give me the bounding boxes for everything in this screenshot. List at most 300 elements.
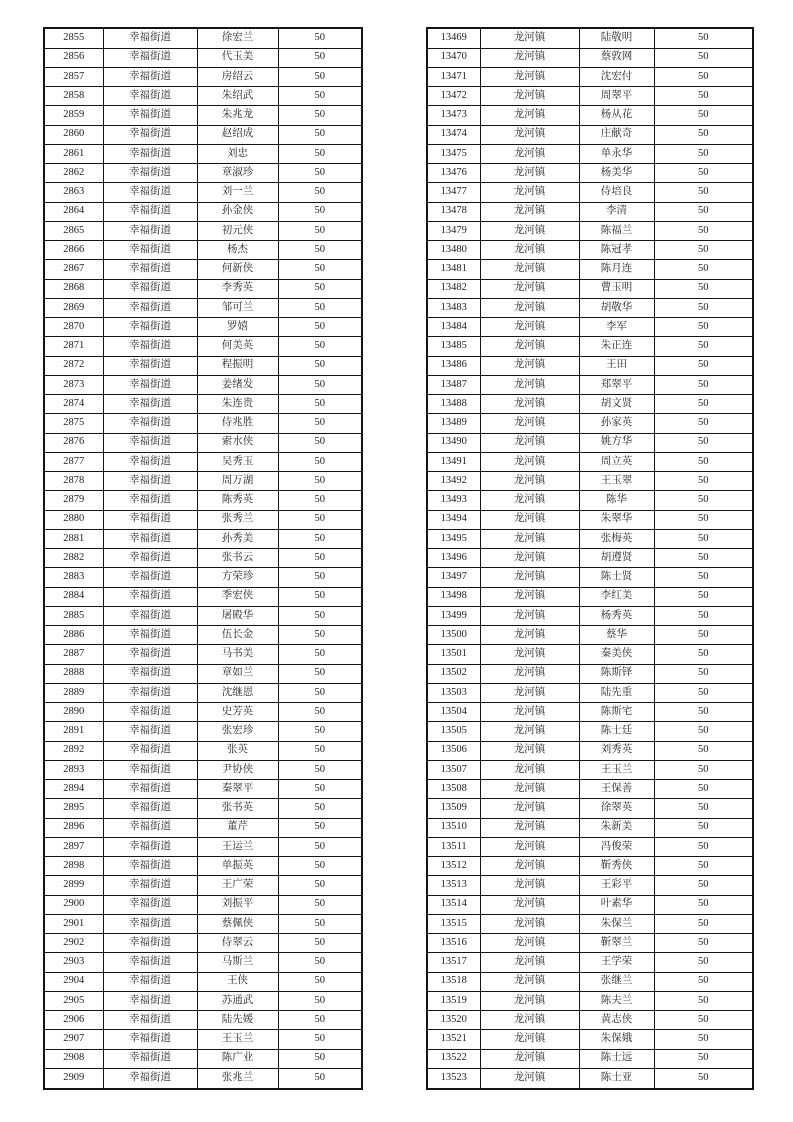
name-cell: 朱新美 bbox=[579, 818, 654, 837]
region-cell: 幸福街道 bbox=[103, 549, 197, 568]
name-cell: 章如兰 bbox=[197, 664, 278, 683]
id-cell: 13471 bbox=[427, 67, 480, 86]
name-cell: 胡遵贤 bbox=[579, 549, 654, 568]
region-cell: 龙河镇 bbox=[480, 221, 579, 240]
name-cell: 马书美 bbox=[197, 645, 278, 664]
value-cell: 50 bbox=[278, 895, 362, 914]
value-cell: 50 bbox=[654, 549, 753, 568]
table-row bbox=[44, 414, 362, 433]
table-row bbox=[427, 703, 753, 722]
table-row bbox=[44, 780, 362, 799]
value-cell: 50 bbox=[654, 414, 753, 433]
region-cell: 龙河镇 bbox=[480, 375, 579, 394]
value-cell: 50 bbox=[278, 298, 362, 317]
value-cell: 50 bbox=[278, 664, 362, 683]
id-cell: 13492 bbox=[427, 472, 480, 491]
table-row bbox=[427, 876, 753, 895]
id-cell: 2900 bbox=[44, 895, 103, 914]
value-cell: 50 bbox=[278, 144, 362, 163]
region-cell: 龙河镇 bbox=[480, 703, 579, 722]
id-cell: 13518 bbox=[427, 972, 480, 991]
value-cell: 50 bbox=[654, 491, 753, 510]
region-cell: 幸福街道 bbox=[103, 279, 197, 298]
id-cell: 13481 bbox=[427, 260, 480, 279]
id-cell: 13470 bbox=[427, 48, 480, 67]
value-cell: 50 bbox=[654, 799, 753, 818]
value-cell: 50 bbox=[278, 164, 362, 183]
id-cell: 13493 bbox=[427, 491, 480, 510]
value-cell: 50 bbox=[654, 395, 753, 414]
table-row bbox=[427, 48, 753, 67]
region-cell: 龙河镇 bbox=[480, 87, 579, 106]
value-cell: 50 bbox=[278, 241, 362, 260]
table-row bbox=[44, 48, 362, 67]
id-cell: 2880 bbox=[44, 510, 103, 529]
roster-table-left-body bbox=[44, 28, 362, 1089]
region-cell: 龙河镇 bbox=[480, 67, 579, 86]
name-cell: 李秀英 bbox=[197, 279, 278, 298]
name-cell: 秦美侠 bbox=[579, 645, 654, 664]
table-row bbox=[44, 972, 362, 991]
value-cell: 50 bbox=[654, 241, 753, 260]
region-cell: 龙河镇 bbox=[480, 510, 579, 529]
value-cell: 50 bbox=[278, 818, 362, 837]
name-cell: 曹玉明 bbox=[579, 279, 654, 298]
table-row bbox=[427, 799, 753, 818]
table-row bbox=[44, 472, 362, 491]
value-cell: 50 bbox=[278, 606, 362, 625]
table-row bbox=[44, 606, 362, 625]
id-cell: 13522 bbox=[427, 1049, 480, 1068]
table-row bbox=[44, 87, 362, 106]
name-cell: 靳秀侠 bbox=[579, 857, 654, 876]
region-cell: 幸福街道 bbox=[103, 780, 197, 799]
id-cell: 2855 bbox=[44, 28, 103, 48]
id-cell: 2882 bbox=[44, 549, 103, 568]
table-row bbox=[427, 895, 753, 914]
region-cell: 龙河镇 bbox=[480, 1030, 579, 1049]
region-cell: 幸福街道 bbox=[103, 144, 197, 163]
table-row bbox=[427, 67, 753, 86]
id-cell: 13521 bbox=[427, 1030, 480, 1049]
name-cell: 庄献奇 bbox=[579, 125, 654, 144]
value-cell: 50 bbox=[278, 202, 362, 221]
table-row bbox=[44, 760, 362, 779]
id-cell: 2883 bbox=[44, 568, 103, 587]
id-cell: 13495 bbox=[427, 529, 480, 548]
name-cell: 朱保兰 bbox=[579, 914, 654, 933]
region-cell: 龙河镇 bbox=[480, 799, 579, 818]
region-cell: 幸福街道 bbox=[103, 799, 197, 818]
name-cell: 刘振平 bbox=[197, 895, 278, 914]
table-row bbox=[44, 356, 362, 375]
id-cell: 2856 bbox=[44, 48, 103, 67]
id-cell: 13517 bbox=[427, 953, 480, 972]
region-cell: 幸福街道 bbox=[103, 1068, 197, 1089]
name-cell: 初元侠 bbox=[197, 221, 278, 240]
id-cell: 2905 bbox=[44, 991, 103, 1010]
table-row bbox=[427, 298, 753, 317]
id-cell: 13483 bbox=[427, 298, 480, 317]
region-cell: 幸福街道 bbox=[103, 876, 197, 895]
value-cell: 50 bbox=[278, 395, 362, 414]
value-cell: 50 bbox=[278, 1068, 362, 1089]
name-cell: 蔡佩侠 bbox=[197, 914, 278, 933]
region-cell: 龙河镇 bbox=[480, 1068, 579, 1089]
id-cell: 13516 bbox=[427, 934, 480, 953]
region-cell: 龙河镇 bbox=[480, 549, 579, 568]
table-row bbox=[44, 183, 362, 202]
id-cell: 13474 bbox=[427, 125, 480, 144]
table-row bbox=[44, 876, 362, 895]
name-cell: 方荣珍 bbox=[197, 568, 278, 587]
region-cell: 幸福街道 bbox=[103, 587, 197, 606]
id-cell: 2886 bbox=[44, 626, 103, 645]
table-row bbox=[427, 87, 753, 106]
value-cell: 50 bbox=[654, 125, 753, 144]
table-row bbox=[427, 202, 753, 221]
table-row bbox=[427, 510, 753, 529]
name-cell: 王学荣 bbox=[579, 953, 654, 972]
id-cell: 2879 bbox=[44, 491, 103, 510]
name-cell: 何新侠 bbox=[197, 260, 278, 279]
id-cell: 2908 bbox=[44, 1049, 103, 1068]
id-cell: 2894 bbox=[44, 780, 103, 799]
region-cell: 幸福街道 bbox=[103, 356, 197, 375]
id-cell: 13507 bbox=[427, 760, 480, 779]
name-cell: 房绍云 bbox=[197, 67, 278, 86]
table-row bbox=[44, 279, 362, 298]
value-cell: 50 bbox=[278, 587, 362, 606]
name-cell: 陈秀英 bbox=[197, 491, 278, 510]
table-row bbox=[44, 645, 362, 664]
region-cell: 幸福街道 bbox=[103, 106, 197, 125]
region-cell: 龙河镇 bbox=[480, 914, 579, 933]
value-cell: 50 bbox=[278, 356, 362, 375]
value-cell: 50 bbox=[654, 164, 753, 183]
table-row bbox=[44, 1068, 362, 1089]
table-row bbox=[44, 741, 362, 760]
value-cell: 50 bbox=[278, 491, 362, 510]
value-cell: 50 bbox=[654, 472, 753, 491]
id-cell: 13512 bbox=[427, 857, 480, 876]
name-cell: 徐宏兰 bbox=[197, 28, 278, 48]
region-cell: 龙河镇 bbox=[480, 260, 579, 279]
id-cell: 2888 bbox=[44, 664, 103, 683]
name-cell: 季宏侠 bbox=[197, 587, 278, 606]
id-cell: 13503 bbox=[427, 683, 480, 702]
name-cell: 陈月连 bbox=[579, 260, 654, 279]
name-cell: 郑翠平 bbox=[579, 375, 654, 394]
name-cell: 张梅英 bbox=[579, 529, 654, 548]
value-cell: 50 bbox=[654, 1068, 753, 1089]
table-row bbox=[427, 279, 753, 298]
table-row bbox=[44, 683, 362, 702]
value-cell: 50 bbox=[654, 1030, 753, 1049]
name-cell: 朱翠华 bbox=[579, 510, 654, 529]
id-cell: 13494 bbox=[427, 510, 480, 529]
value-cell: 50 bbox=[278, 48, 362, 67]
table-row bbox=[44, 260, 362, 279]
name-cell: 张兆兰 bbox=[197, 1068, 278, 1089]
value-cell: 50 bbox=[654, 857, 753, 876]
name-cell: 李红美 bbox=[579, 587, 654, 606]
id-cell: 13505 bbox=[427, 722, 480, 741]
table-row bbox=[44, 837, 362, 856]
name-cell: 陆敬明 bbox=[579, 28, 654, 48]
name-cell: 冯俊荣 bbox=[579, 837, 654, 856]
table-row bbox=[44, 857, 362, 876]
id-cell: 13476 bbox=[427, 164, 480, 183]
table-row bbox=[44, 337, 362, 356]
value-cell: 50 bbox=[654, 606, 753, 625]
value-cell: 50 bbox=[654, 934, 753, 953]
id-cell: 2901 bbox=[44, 914, 103, 933]
id-cell: 2868 bbox=[44, 279, 103, 298]
id-cell: 2885 bbox=[44, 606, 103, 625]
region-cell: 龙河镇 bbox=[480, 472, 579, 491]
table-row bbox=[427, 356, 753, 375]
id-cell: 2896 bbox=[44, 818, 103, 837]
id-cell: 2876 bbox=[44, 433, 103, 452]
id-cell: 2870 bbox=[44, 318, 103, 337]
table-row bbox=[427, 260, 753, 279]
table-row bbox=[427, 1068, 753, 1089]
name-cell: 吴秀玉 bbox=[197, 452, 278, 471]
region-cell: 幸福街道 bbox=[103, 818, 197, 837]
value-cell: 50 bbox=[278, 683, 362, 702]
region-cell: 幸福街道 bbox=[103, 914, 197, 933]
name-cell: 胡文贤 bbox=[579, 395, 654, 414]
region-cell: 龙河镇 bbox=[480, 934, 579, 953]
name-cell: 苏通武 bbox=[197, 991, 278, 1010]
region-cell: 幸福街道 bbox=[103, 722, 197, 741]
table-row bbox=[44, 164, 362, 183]
region-cell: 龙河镇 bbox=[480, 1011, 579, 1030]
name-cell: 孙秀美 bbox=[197, 529, 278, 548]
region-cell: 幸福街道 bbox=[103, 760, 197, 779]
region-cell: 龙河镇 bbox=[480, 780, 579, 799]
value-cell: 50 bbox=[654, 741, 753, 760]
name-cell: 姜绪发 bbox=[197, 375, 278, 394]
table-row bbox=[427, 375, 753, 394]
id-cell: 13501 bbox=[427, 645, 480, 664]
table-row bbox=[427, 1011, 753, 1030]
name-cell: 刘秀英 bbox=[579, 741, 654, 760]
roster-table-left bbox=[43, 27, 363, 1090]
name-cell: 朱正连 bbox=[579, 337, 654, 356]
region-cell: 龙河镇 bbox=[480, 48, 579, 67]
region-cell: 龙河镇 bbox=[480, 683, 579, 702]
region-cell: 龙河镇 bbox=[480, 606, 579, 625]
table-row bbox=[44, 991, 362, 1010]
region-cell: 龙河镇 bbox=[480, 125, 579, 144]
region-cell: 幸福街道 bbox=[103, 202, 197, 221]
region-cell: 幸福街道 bbox=[103, 529, 197, 548]
id-cell: 2865 bbox=[44, 221, 103, 240]
value-cell: 50 bbox=[278, 760, 362, 779]
name-cell: 朱兆龙 bbox=[197, 106, 278, 125]
value-cell: 50 bbox=[654, 279, 753, 298]
name-cell: 程振明 bbox=[197, 356, 278, 375]
value-cell: 50 bbox=[654, 318, 753, 337]
table-row bbox=[44, 626, 362, 645]
table-row bbox=[427, 972, 753, 991]
region-cell: 幸福街道 bbox=[103, 510, 197, 529]
name-cell: 王田 bbox=[579, 356, 654, 375]
id-cell: 13489 bbox=[427, 414, 480, 433]
table-row bbox=[44, 491, 362, 510]
id-cell: 13482 bbox=[427, 279, 480, 298]
table-row bbox=[427, 760, 753, 779]
value-cell: 50 bbox=[278, 87, 362, 106]
region-cell: 龙河镇 bbox=[480, 183, 579, 202]
table-row bbox=[427, 125, 753, 144]
region-cell: 幸福街道 bbox=[103, 125, 197, 144]
region-cell: 龙河镇 bbox=[480, 626, 579, 645]
name-cell: 孙家英 bbox=[579, 414, 654, 433]
region-cell: 龙河镇 bbox=[480, 144, 579, 163]
value-cell: 50 bbox=[654, 337, 753, 356]
value-cell: 50 bbox=[278, 183, 362, 202]
name-cell: 叶素华 bbox=[579, 895, 654, 914]
name-cell: 陈士贤 bbox=[579, 568, 654, 587]
value-cell: 50 bbox=[278, 472, 362, 491]
id-cell: 2890 bbox=[44, 703, 103, 722]
name-cell: 邹可兰 bbox=[197, 298, 278, 317]
name-cell: 沈继恩 bbox=[197, 683, 278, 702]
value-cell: 50 bbox=[654, 683, 753, 702]
value-cell: 50 bbox=[654, 433, 753, 452]
region-cell: 幸福街道 bbox=[103, 375, 197, 394]
id-cell: 2902 bbox=[44, 934, 103, 953]
value-cell: 50 bbox=[278, 568, 362, 587]
table-row bbox=[44, 818, 362, 837]
id-cell: 13502 bbox=[427, 664, 480, 683]
name-cell: 王玉兰 bbox=[579, 760, 654, 779]
value-cell: 50 bbox=[278, 260, 362, 279]
region-cell: 龙河镇 bbox=[480, 241, 579, 260]
table-row bbox=[427, 241, 753, 260]
region-cell: 幸福街道 bbox=[103, 895, 197, 914]
value-cell: 50 bbox=[278, 318, 362, 337]
region-cell: 龙河镇 bbox=[480, 760, 579, 779]
name-cell: 杨美华 bbox=[579, 164, 654, 183]
id-cell: 13491 bbox=[427, 452, 480, 471]
region-cell: 龙河镇 bbox=[480, 491, 579, 510]
name-cell: 伍长金 bbox=[197, 626, 278, 645]
table-row bbox=[427, 914, 753, 933]
region-cell: 龙河镇 bbox=[480, 741, 579, 760]
table-row bbox=[427, 818, 753, 837]
name-cell: 陈冠孝 bbox=[579, 241, 654, 260]
region-cell: 幸福街道 bbox=[103, 645, 197, 664]
table-row bbox=[44, 722, 362, 741]
id-cell: 2872 bbox=[44, 356, 103, 375]
region-cell: 幸福街道 bbox=[103, 241, 197, 260]
id-cell: 2892 bbox=[44, 741, 103, 760]
value-cell: 50 bbox=[278, 529, 362, 548]
id-cell: 2893 bbox=[44, 760, 103, 779]
id-cell: 13510 bbox=[427, 818, 480, 837]
region-cell: 龙河镇 bbox=[480, 395, 579, 414]
table-row bbox=[44, 914, 362, 933]
value-cell: 50 bbox=[278, 703, 362, 722]
table-row bbox=[427, 1030, 753, 1049]
value-cell: 50 bbox=[278, 626, 362, 645]
name-cell: 朱连贵 bbox=[197, 395, 278, 414]
value-cell: 50 bbox=[654, 818, 753, 837]
name-cell: 陆先媛 bbox=[197, 1011, 278, 1030]
region-cell: 幸福街道 bbox=[103, 606, 197, 625]
value-cell: 50 bbox=[278, 876, 362, 895]
table-row bbox=[427, 1049, 753, 1068]
value-cell: 50 bbox=[278, 28, 362, 48]
name-cell: 侍培良 bbox=[579, 183, 654, 202]
table-row bbox=[44, 375, 362, 394]
region-cell: 龙河镇 bbox=[480, 722, 579, 741]
table-row bbox=[427, 549, 753, 568]
value-cell: 50 bbox=[654, 953, 753, 972]
name-cell: 沈宏付 bbox=[579, 67, 654, 86]
value-cell: 50 bbox=[278, 953, 362, 972]
name-cell: 周翠平 bbox=[579, 87, 654, 106]
name-cell: 侍兆胜 bbox=[197, 414, 278, 433]
table-row bbox=[427, 722, 753, 741]
region-cell: 幸福街道 bbox=[103, 683, 197, 702]
table-row bbox=[44, 587, 362, 606]
value-cell: 50 bbox=[278, 106, 362, 125]
region-cell: 龙河镇 bbox=[480, 164, 579, 183]
id-cell: 13487 bbox=[427, 375, 480, 394]
value-cell: 50 bbox=[278, 1011, 362, 1030]
table-row bbox=[427, 529, 753, 548]
region-cell: 龙河镇 bbox=[480, 991, 579, 1010]
value-cell: 50 bbox=[278, 67, 362, 86]
value-cell: 50 bbox=[278, 279, 362, 298]
value-cell: 50 bbox=[654, 837, 753, 856]
name-cell: 陆先重 bbox=[579, 683, 654, 702]
name-cell: 王广荣 bbox=[197, 876, 278, 895]
id-cell: 2877 bbox=[44, 452, 103, 471]
id-cell: 2875 bbox=[44, 414, 103, 433]
region-cell: 龙河镇 bbox=[480, 106, 579, 125]
region-cell: 幸福街道 bbox=[103, 1049, 197, 1068]
table-row bbox=[44, 1049, 362, 1068]
name-cell: 秦翠平 bbox=[197, 780, 278, 799]
region-cell: 龙河镇 bbox=[480, 972, 579, 991]
table-row bbox=[44, 568, 362, 587]
value-cell: 50 bbox=[278, 972, 362, 991]
value-cell: 50 bbox=[654, 1011, 753, 1030]
table-row bbox=[427, 28, 753, 48]
region-cell: 幸福街道 bbox=[103, 28, 197, 48]
region-cell: 龙河镇 bbox=[480, 1049, 579, 1068]
id-cell: 2881 bbox=[44, 529, 103, 548]
value-cell: 50 bbox=[278, 1030, 362, 1049]
name-cell: 史芳英 bbox=[197, 703, 278, 722]
name-cell: 朱保娥 bbox=[579, 1030, 654, 1049]
table-row bbox=[427, 780, 753, 799]
table-row bbox=[44, 1011, 362, 1030]
id-cell: 13508 bbox=[427, 780, 480, 799]
value-cell: 50 bbox=[278, 799, 362, 818]
id-cell: 13523 bbox=[427, 1068, 480, 1089]
value-cell: 50 bbox=[278, 125, 362, 144]
value-cell: 50 bbox=[278, 934, 362, 953]
id-cell: 13500 bbox=[427, 626, 480, 645]
name-cell: 陈士远 bbox=[579, 1049, 654, 1068]
